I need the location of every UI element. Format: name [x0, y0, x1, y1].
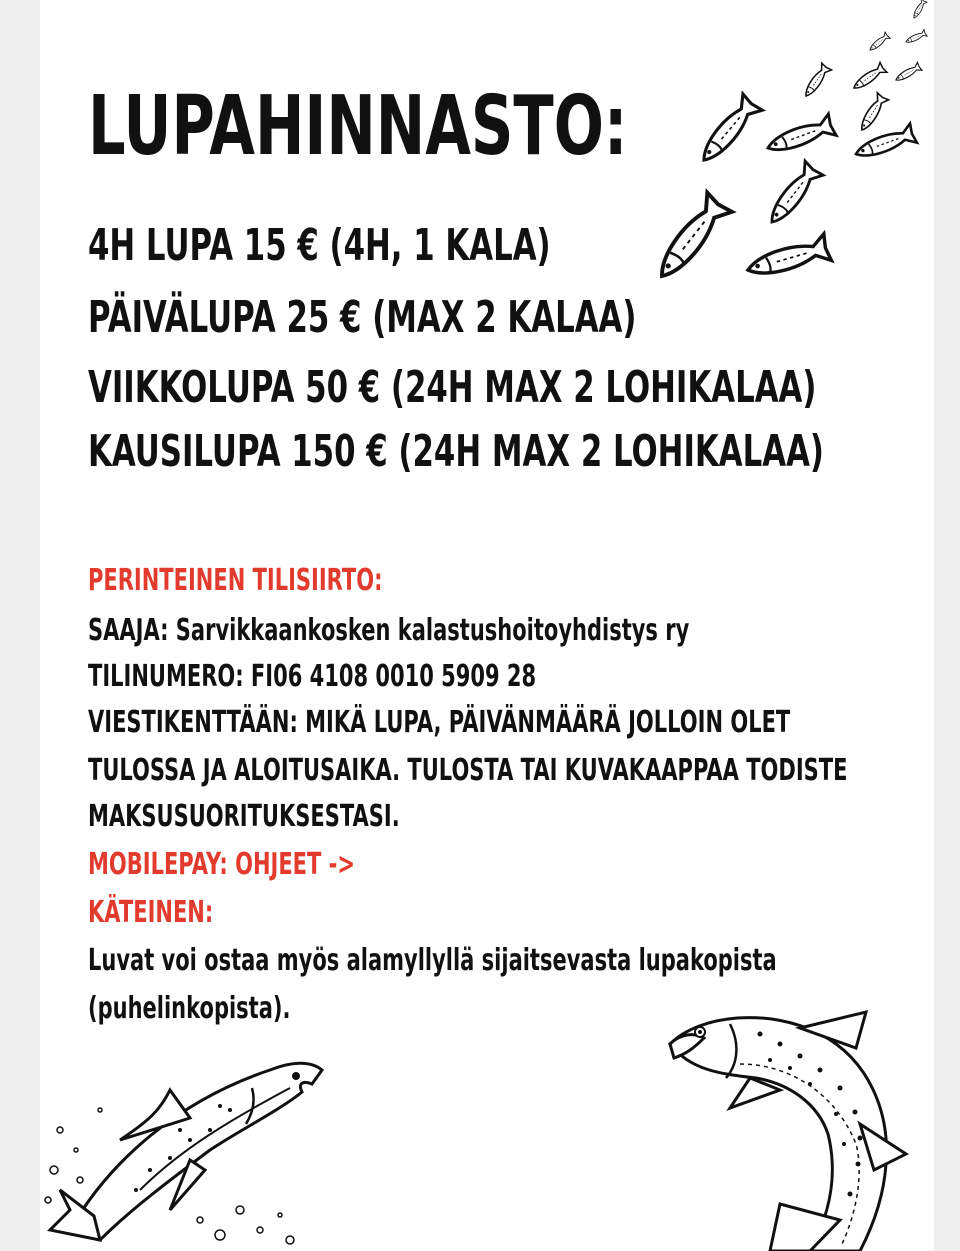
cash-line: Luvat voi ostaa myös alamyllyllä sijaitsevasta lupakopista [88, 943, 777, 978]
transfer-account: TILINUMERO: FI06 4108 0010 5909 28 [88, 659, 537, 694]
price-season: KAUSILUPA 150 € (24H MAX 2 LOHIKALAA) [88, 426, 825, 477]
page-title: LUPAHINNASTO: [88, 79, 628, 174]
transfer-heading: PERINTEINEN TILISIIRTO: [88, 563, 383, 598]
permit-price-poster [40, 0, 934, 1251]
price-4h: 4H LUPA 15 € (4H, 1 KALA) [88, 220, 551, 271]
transfer-recipient: SAAJA: Sarvikkaankosken kalastushoitoyhdistys ry [88, 613, 690, 648]
mobilepay-heading: MOBILEPAY: OHJEET -> [88, 847, 355, 882]
cash-heading: KÄTEINEN: [88, 895, 214, 930]
price-day: PÄIVÄLUPA 25 € (MAX 2 KALAA) [88, 292, 637, 343]
jumping-trout-icon [660, 1004, 910, 1251]
price-week: VIIKKOLUPA 50 € (24H MAX 2 LOHIKALAA) [88, 362, 817, 413]
transfer-message-line: TULOSSA JA ALOITUSAIKA. TULOSTA TAI KUVAKAAPPAA TODISTE [88, 753, 848, 788]
transfer-message-line: VIESTIKENTTÄÄN: MIKÄ LUPA, PÄIVÄNMÄÄRÄ JOLLOIN OLET [88, 705, 791, 740]
transfer-message-line: MAKSUSUORITUKSESTASI. [88, 799, 400, 834]
leaping-salmon-icon [40, 1040, 340, 1251]
cash-line: (puhelinkopista). [88, 991, 291, 1026]
fish-school-icon [640, 0, 934, 290]
